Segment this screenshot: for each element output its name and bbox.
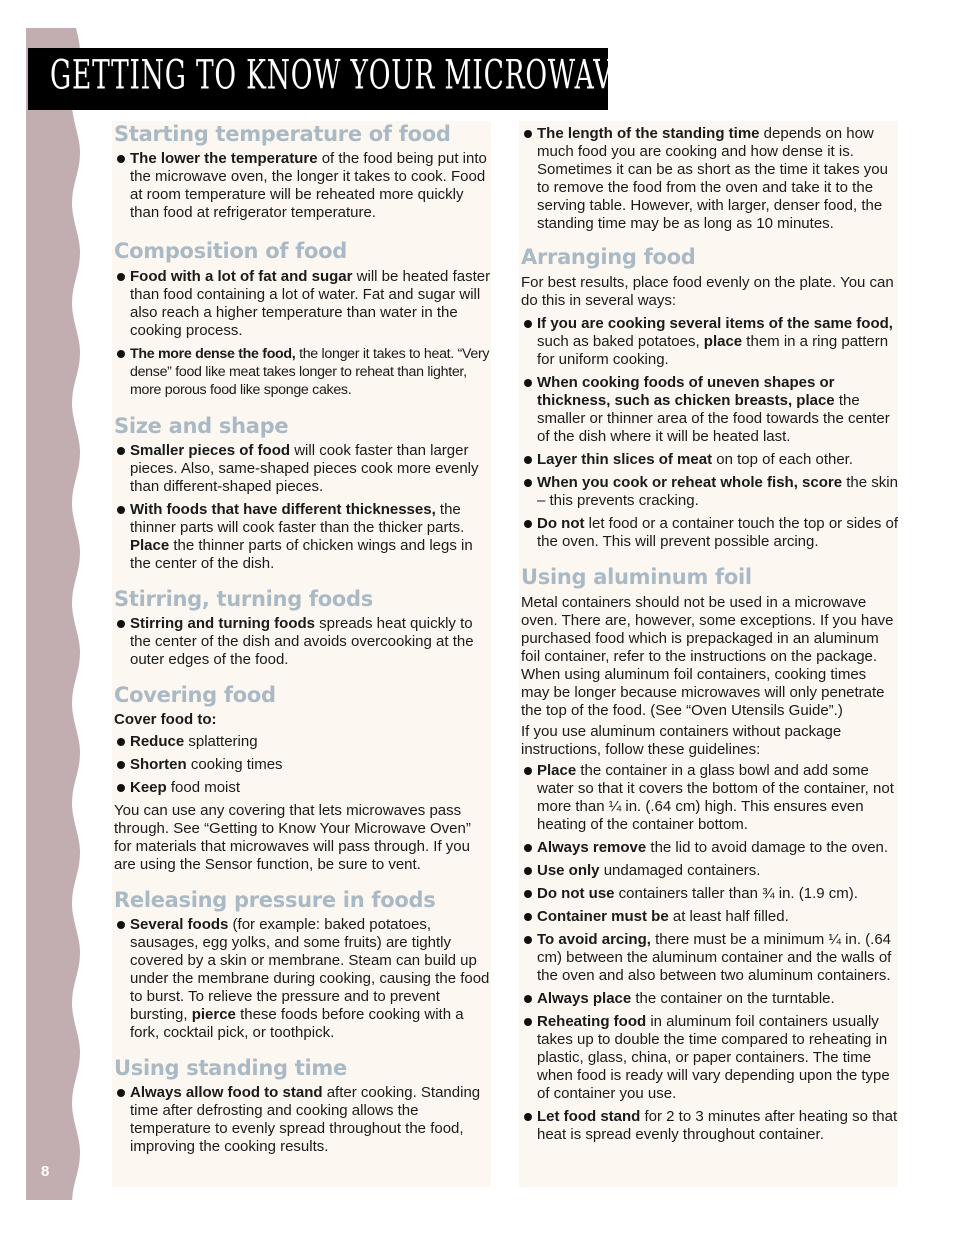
bullet-text: the skin – this prevents cracking. [537,474,898,509]
bullet-text: food moist [166,779,241,796]
section-heading: Composition of food [114,239,348,263]
bullet-text: containers taller than ¾ in. (1.9 cm). [614,885,858,902]
list-item [114,442,491,496]
list-item [521,862,898,880]
bullet-text: there must be a minimum ¼ in. (.64 cm) between the aluminum container and the walls of the oven and also between two aluminum containers. [537,931,892,984]
page-number: 8 [41,1163,50,1180]
bullet-text: spreads heat quickly to the center of the dish and avoids overcooking at the outer edges of the food. [130,615,474,668]
bullet-text: the thinner parts of chicken wings and legs in the center of the dish. [130,537,473,572]
list-item [521,908,898,926]
left-column [112,121,491,1187]
bullet-bold: pierce [191,1006,236,1023]
bullet-bold: With foods that have different thicknesses, [130,501,436,518]
list-item [521,125,898,233]
bullet-bold: Place [537,762,577,779]
decorative-side-strip [0,0,80,1235]
bullet-bold: Do not [537,515,585,532]
section-arranging [521,244,898,551]
list-item [521,474,898,510]
section-stirring [114,586,491,669]
bullet-text: the smaller or thinner area of the food towards the center of the dish where it will be heated last. [537,392,890,445]
list-item [114,916,491,1042]
bullet-text: the lid to avoid damage to the oven. [646,839,889,856]
bullet-bold: Reduce [130,733,185,750]
bullet-text: these foods before cooking with a fork, cocktail pick, or toothpick. [130,1006,464,1041]
aluminum-paragraph-1: Metal containers should not be used in a microwave oven. There are, however, some exceptions. If you have purchased food which is prepackaged in an aluminum foil container, refer to the instructions on the package. When using aluminum foil containers, cooking times may be longer because microwaves will only penetrate the top of the food. (See “Oven Utensils Guide”.) [521,594,894,719]
list-item [114,779,491,797]
list-item [114,150,491,222]
section-heading: Using standing time [114,1056,347,1080]
bullet-bold: The lower the temperature [130,150,318,167]
section-heading: Arranging food [521,245,696,269]
bullet-bold: Let food stand [537,1108,641,1125]
bullet-text: on top of each other. [712,451,854,468]
section-heading: Covering food [114,683,276,707]
list-item [521,931,898,985]
bullet-text: at least half filled. [668,908,789,925]
aluminum-paragraph-2: If you use aluminum containers without package instructions, follow these guidelines: [521,723,842,758]
bullet-bold: place [703,333,743,350]
bullet-text: cooking times [186,756,283,773]
section-heading: Starting temperature of food [114,122,451,146]
list-item [114,733,491,751]
list-item [114,268,491,340]
list-item [521,1013,898,1103]
list-item [114,615,491,669]
bullet-text: let food or a container touch the top or sides of the oven. This will prevent possible arcing. [537,515,899,550]
bullet-bold: Use only [537,862,600,879]
bullet-bold: Shorten [130,756,187,773]
bullet-bold: Do not use [537,885,615,902]
wavy-strip-graphic [0,0,80,1235]
list-item [521,1108,898,1144]
list-item [521,990,898,1008]
list-item [521,515,898,551]
arranging-intro: For best results, place food evenly on the plate. You can do this in several ways: [521,274,894,309]
list-item [521,315,898,369]
bullet-text: for 2 to 3 minutes after heating so that heat is spread evenly throughout container. [537,1108,898,1143]
bullet-text: undamaged containers. [599,862,761,879]
covering-paragraph: You can use any covering that lets microwaves pass through. See “Getting to Know Your Microwave Oven” for materials that microwaves will pass through. If you are using the Sensor function, be sure to vent. [114,802,471,873]
bullet-text: them in a ring pattern for uniform cooking. [537,333,889,368]
bullet-text: the longer it takes to heat. “Very dense” food like meat takes longer to reheat than lighter, more porous food like sponge cakes. [130,346,490,398]
bullet-text: of the food being put into the microwave oven, the longer it takes to cook. Food at room temperature will be reheated more quickly than food at refrigerator temperature. [130,150,487,221]
bullet-text: the container on the turntable. [631,990,835,1007]
bullet-bold: Food with a lot of fat and sugar [130,268,353,285]
right-column [519,121,898,1187]
section-heading: Stirring, turning foods [114,587,373,611]
bullet-bold: When cooking foods of uneven shapes or thickness, such as chicken breasts, place [537,374,835,409]
bullet-bold: Keep [130,779,167,796]
cover-label: Cover food to: [114,711,217,728]
bullet-bold: The length of the standing time [537,125,760,142]
section-standing-time-continued [521,125,898,233]
section-heading: Size and shape [114,414,289,438]
bullet-bold: Place [130,537,170,554]
bullet-bold: Several foods [130,916,229,933]
bullet-bold: The more dense the food, [130,346,296,362]
bullet-text: in aluminum foil containers usually takes up to double the time compared to reheating in plastic, glass, china, or paper containers. The time when food is ready will vary depending upon the type of container you use. [537,1013,890,1102]
bullet-bold: When you cook or reheat whole fish, score [537,474,843,491]
bullet-text: depends on how much food you are cooking and how dense it is. Sometimes it can be as short as the time it takes you to remove the food from the oven and take it to the serving table. However, with larger, denser food, the standing time may be as long as 10 minutes. [537,125,888,232]
section-standing-time [114,1055,491,1156]
bullet-bold: To avoid arcing, [537,931,651,948]
bullet-bold: If you are cooking several items of the same food, [537,315,893,332]
bullet-text: splattering [184,733,258,750]
bullet-bold: Always place [537,990,632,1007]
section-size-shape [114,413,491,573]
list-item [521,451,898,469]
bullet-text: such as baked potatoes, [537,333,704,350]
section-aluminum-foil [521,564,898,1144]
list-item [521,839,898,857]
bullet-text: after cooking. Standing time after defrosting and cooking allows the temperature to evenly spread throughout the food, improving the cooking results. [130,1084,481,1155]
list-item [521,374,898,446]
bullet-bold: Container must be [537,908,669,925]
list-item [521,885,898,903]
section-covering [114,682,491,874]
bullet-bold: Always remove [537,839,647,856]
bullet-text: (for example: baked potatoes, sausages, egg yolks, and some fruits) are tightly covered by a skin or membrane. Steam can build up under the membrane during cooking, causing the food to burst. To relieve the pressure and to prevent bursting, [130,916,490,1023]
bullet-text: the container in a glass bowl and add some water so that it covers the bottom of the container, not more than ¼ in. (.64 cm) high. This ensures even heating of the container bottom. [537,762,894,833]
section-composition [114,238,491,399]
section-releasing-pressure [114,887,491,1042]
bullet-text: will be heated faster than food containing a lot of water. Fat and sugar will also reach a higher temperature than water in the cooking process. [130,268,491,339]
section-heading: Releasing pressure in foods [114,888,436,912]
list-item [114,501,491,573]
section-starting-temperature [114,121,491,222]
page-title: GETTING TO KNOW YOUR MICROWAVE OVEN [50,52,729,100]
list-item [521,762,898,834]
bullet-bold: Reheating food [537,1013,647,1030]
bullet-bold: Stirring and turning foods [130,615,315,632]
bullet-bold: Smaller pieces of food [130,442,291,459]
list-item [114,756,491,774]
list-item [114,1084,491,1156]
bullet-bold: Layer thin slices of meat [537,451,713,468]
section-heading: Using aluminum foil [521,565,752,589]
bullet-bold: Always allow food to stand [130,1084,323,1101]
title-bar [28,48,729,110]
bullet-text: the thinner parts will cook faster than the thicker parts. [130,501,465,536]
list-item [114,345,491,399]
bullet-text: will cook faster than larger pieces. Also, same-shaped pieces cook more evenly than different-shaped pieces. [130,442,479,495]
